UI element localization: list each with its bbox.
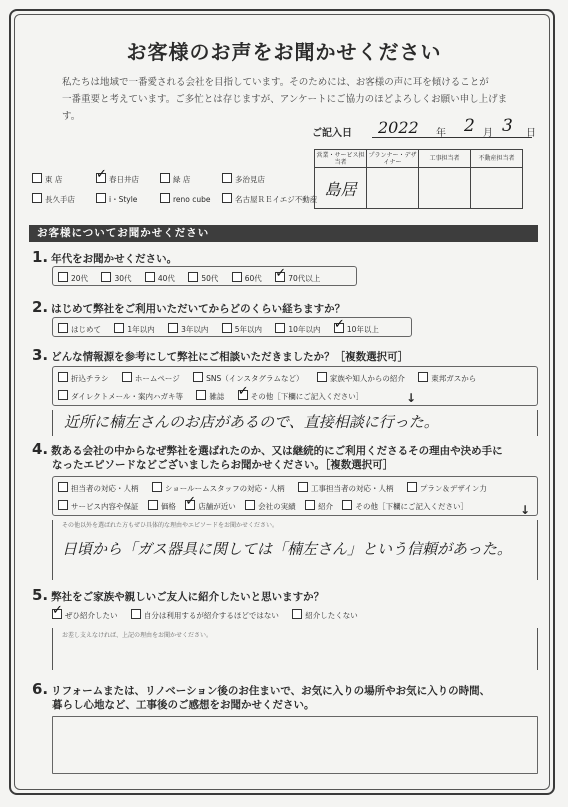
q3-options-row-2 xyxy=(58,390,374,402)
page-title: お客様のお声をお聞かせください xyxy=(126,40,442,64)
question-5: 5. 弊社をご家族や親しいご友人に紹介したいと思いますか？ xyxy=(32,586,325,604)
q5-option-not-enough[interactable]: 自分は利用するが紹介するほどではない xyxy=(131,611,279,620)
q4-option-other[interactable]: その他［下欄にご記入ください］ xyxy=(342,502,468,511)
store-option-istyle[interactable]: i・Style xyxy=(96,193,137,205)
q3-option-magazine[interactable]: 雑誌 xyxy=(196,392,224,401)
q2-option-10y[interactable]: 10年以内 xyxy=(275,325,320,334)
date-day-unit: 日 xyxy=(526,128,536,139)
staff-header-planner: プランナー・デザイナー xyxy=(368,151,417,166)
checkbox[interactable] xyxy=(222,173,232,183)
checkbox[interactable] xyxy=(96,193,106,203)
intro-line-2: 一番重要と考えています。ご多忙とは存じますが、アンケートにご協力のほどよろしくお願い申し上げます。 xyxy=(62,94,508,122)
date-month-unit: 月 xyxy=(483,128,493,139)
q2-option-3y[interactable]: 3年以内 xyxy=(168,325,208,334)
q3-handwritten-answer: 近所に楠左さんのお店があるので、直接相談に行った。 xyxy=(64,413,439,431)
q4-option-staff[interactable]: 担当者の対応・人柄 xyxy=(58,484,139,493)
store-option-renocube[interactable]: reno cube xyxy=(160,193,211,204)
staff-value-planner[interactable] xyxy=(367,168,419,209)
q3-option-sns[interactable]: SNS（インスタグラムなど） xyxy=(193,374,303,383)
arrow-down-icon: ↓ xyxy=(520,503,531,517)
question-4: 4. 数ある会社の中からなぜ弊社を選ばれたのか、又は継続的にご利用くださるその理由や決め手に xyxy=(32,440,503,458)
question-3: 3. どんな情報源を参考にして弊社にご相談いただきましたか？［複数選択可］ xyxy=(32,346,409,364)
q1-option-60s[interactable]: 60代 xyxy=(232,274,262,283)
q4-option-introduction[interactable]: 紹介 xyxy=(305,502,333,511)
date-label: ご記入日 xyxy=(312,128,352,139)
q1-option-50s[interactable]: 50代 xyxy=(188,274,218,283)
q4-option-service[interactable]: サービス内容や保証 xyxy=(58,502,139,511)
q3-options-row-1 xyxy=(58,372,487,384)
staff-header-sales: 営業・サービス担当者 xyxy=(316,151,365,166)
q4-handwritten-answer: 日頃から「ガス器具に関しては「楠左さん」という信頼があった。 xyxy=(62,540,512,558)
date-day[interactable]: 3 xyxy=(502,116,513,136)
q4-option-near-store[interactable]: ✓ 店舗が近い xyxy=(185,502,236,511)
q3-option-referral[interactable]: 家族や知人からの紹介 xyxy=(317,374,405,383)
q4-option-construction-staff[interactable]: 工事担当者の対応・人柄 xyxy=(298,484,394,493)
question-6: 6. リフォームまたは、リノベーション後のお住まいで、お気に入りの場所やお気に入りの時間、 xyxy=(32,680,491,698)
intro-line-1: 私たちは地域で一番愛される会社を目指しています。そのためには、お客様の声に耳を傾けることが xyxy=(62,77,489,88)
q1-option-40s[interactable]: 40代 xyxy=(145,274,175,283)
q5-option-no[interactable]: 紹介したくない xyxy=(292,611,358,620)
q1-option-20s[interactable]: 20代 xyxy=(58,274,88,283)
date-underline xyxy=(372,137,532,138)
q5-option-definitely[interactable]: ✓ぜひ紹介したい xyxy=(52,611,118,620)
q1-options xyxy=(58,272,331,284)
question-4-line-2: なったエピソードなどございましたらお聞かせください。［複数選択可］ xyxy=(52,459,394,471)
q1-option-30s[interactable]: 30代 xyxy=(101,274,131,283)
q6-answer-field[interactable] xyxy=(52,716,538,774)
store-option-nagakute[interactable]: 長久手店 xyxy=(32,193,75,205)
arrow-down-icon: ↓ xyxy=(406,391,417,405)
q4-note: その他以外を選ばれた方もぜひ具体的な理由やエピソードをお聞かせください。 xyxy=(62,522,279,529)
q3-option-homepage[interactable]: ホームページ xyxy=(122,374,180,383)
store-option-midori[interactable]: 緑 店 xyxy=(160,173,190,185)
staff-table xyxy=(314,149,523,209)
q3-option-tohogas[interactable]: 東邦ガスから xyxy=(418,374,476,383)
staff-value-sales[interactable]: 島居 xyxy=(315,168,367,209)
checkbox[interactable] xyxy=(160,193,170,203)
q4-options-row-2 xyxy=(58,500,468,512)
q2-option-1y[interactable]: 1年以内 xyxy=(114,325,154,334)
checkbox[interactable] xyxy=(222,193,232,203)
q3-option-other[interactable]: ✓ その他［下欄にご記入ください］ xyxy=(238,392,364,401)
store-option-kasugai[interactable]: ✓ 春日井店 xyxy=(96,173,139,185)
q4-option-price[interactable]: 価格 xyxy=(148,502,176,511)
q2-option-first[interactable]: はじめて xyxy=(58,325,101,334)
store-option-realestate[interactable]: 名古屋ＲＥイエジ不動産 xyxy=(222,193,317,205)
store-option-tajimi[interactable]: 多治見店 xyxy=(222,173,265,185)
intro-text xyxy=(62,74,512,125)
staff-value-construction[interactable] xyxy=(419,168,471,209)
checkbox[interactable] xyxy=(160,173,170,183)
q3-option-flyer[interactable]: 折込チラシ xyxy=(58,374,109,383)
q5-options xyxy=(52,609,369,621)
staff-header-realestate: 不動産担当者 xyxy=(471,150,523,168)
date-year[interactable]: 2022 xyxy=(378,118,419,137)
date-month[interactable]: 2 xyxy=(464,116,475,136)
q1-option-70s-plus[interactable]: ✓ 70代以上 xyxy=(275,274,320,283)
question-6-line-2: 暮らし心地など、工事後のご感想をお聞かせください。 xyxy=(52,699,315,711)
question-1: 1. 年代をお聞かせください。 xyxy=(32,248,178,266)
q3-option-direct-mail[interactable]: ダイレクトメール・案内ハガキ等 xyxy=(58,392,183,401)
q4-options-row-1 xyxy=(58,482,498,494)
staff-value-realestate[interactable] xyxy=(471,168,523,209)
checkbox[interactable] xyxy=(32,193,42,203)
checkbox[interactable] xyxy=(32,173,42,183)
q5-note: お差し支えなければ、上記の理由をお聞かせください。 xyxy=(62,632,213,639)
q4-option-track-record[interactable]: 会社の実績 xyxy=(245,502,296,511)
staff-header-construction: 工事担当者 xyxy=(419,150,471,168)
q4-option-design[interactable]: プラン＆デザイン力 xyxy=(407,484,487,493)
checkbox-checked[interactable] xyxy=(96,173,106,183)
q2-option-5y[interactable]: 5年以内 xyxy=(222,325,262,334)
q4-option-showroom[interactable]: ショールームスタッフの対応・人柄 xyxy=(152,484,285,493)
q2-option-10y-plus[interactable]: ✓ 10年以上 xyxy=(334,325,379,334)
date-year-unit: 年 xyxy=(436,128,446,139)
section-banner: お客様についてお聞かせください xyxy=(29,225,538,242)
store-option-higashi[interactable]: 東 店 xyxy=(32,173,62,185)
q2-options xyxy=(58,323,390,335)
question-2: 2. はじめて弊社をご利用いただいてからどのくらい経ちますか？ xyxy=(32,298,346,316)
